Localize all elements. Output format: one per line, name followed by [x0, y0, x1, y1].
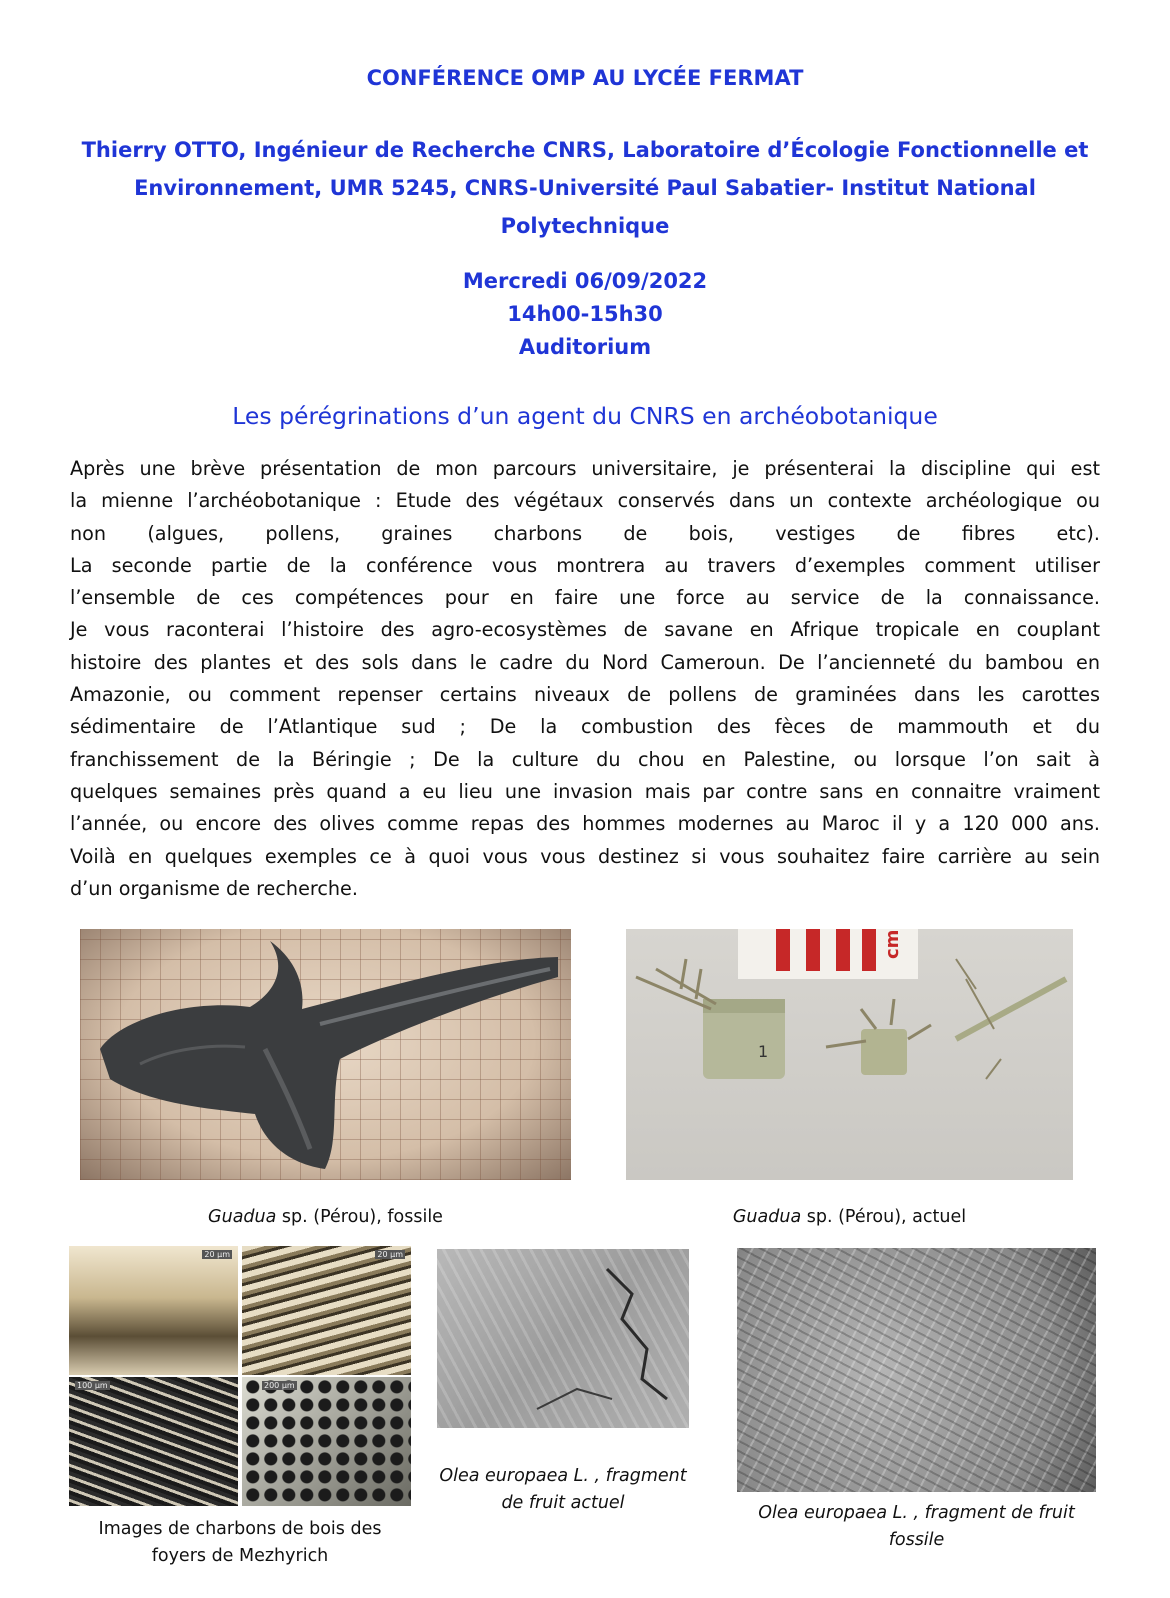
modern-bamboo-drawing	[626, 929, 1073, 1180]
event-date: Mercredi 06/09/2022	[462, 269, 708, 293]
speaker-info	[70, 131, 1100, 245]
abstract-line: non (algues, pollens, graines charbons de bois, vestiges de fibres etc).	[70, 521, 1100, 545]
abstract-line: franchissement de la Béringie ; De la culture du chou en Palestine, ou lorsque l’on sait à	[70, 747, 1100, 771]
caption-olea-fossil	[722, 1500, 1111, 1554]
micrograph-1	[69, 1246, 238, 1375]
abstract-line: la mienne l’archéobotanique : Etude des végétaux conservés dans un contexte archéologique ou	[70, 489, 1100, 513]
caption-line: foyers de Mezhyrich	[151, 1546, 329, 1566]
talk-title: Les pérégrinations d’un agent du CNRS en archéobotanique	[232, 402, 938, 430]
tube-mark: 1	[758, 1042, 769, 1061]
abstract-line: l’ensemble de ces compétences pour en faire une force au service de la connaissance.	[70, 586, 1100, 610]
olea-modern-cracks	[437, 1249, 689, 1428]
scale-label: 20 µm	[204, 1250, 230, 1259]
caption-line: Images de charbons de bois des	[98, 1519, 382, 1539]
caption-genus: Guadua	[208, 1207, 277, 1227]
micrograph-3	[69, 1377, 238, 1506]
abstract-paragraph	[70, 453, 1100, 905]
speaker-line: Polytechnique	[500, 214, 670, 238]
ruler-label: cm	[882, 929, 903, 959]
charcoal-micrographs	[69, 1246, 411, 1506]
scale-label: 20 µm	[377, 1250, 403, 1259]
abstract-line: Après une brève présentation de mon parcours universitaire, je présenterai la discipline qui est	[70, 457, 1100, 480]
speaker-line: Environnement, UMR 5245, CNRS-Université Paul Sabatier- Institut National	[134, 176, 1036, 200]
event-place: Auditorium	[518, 335, 652, 359]
caption-line: Olea europaea L. , fragment	[439, 1466, 687, 1486]
olea-modern-sem	[437, 1249, 689, 1428]
schedule-block	[0, 265, 1170, 364]
scale-label: 100 µm	[77, 1381, 108, 1390]
caption-charcoal	[69, 1516, 411, 1570]
caption-fossil	[80, 1204, 571, 1231]
micrograph-2	[242, 1246, 411, 1375]
fossil-bamboo-photo	[80, 929, 571, 1180]
scale-label: 200 µm	[264, 1381, 295, 1390]
caption-line: fossile	[888, 1530, 945, 1550]
abstract-line: histoire des plantes et des sols dans le cadre du Nord Cameroun. De l’ancienneté du bambou en	[70, 650, 1100, 674]
olea-fossil-sem	[737, 1248, 1096, 1492]
conference-title: CONFÉRENCE OMP AU LYCÉE FERMAT	[366, 66, 804, 90]
caption-text: sp. (Pérou), actuel	[801, 1207, 967, 1227]
abstract-line: quelques semaines près quand a eu lieu une invasion mais par contre sans en connaitre vraiment	[70, 779, 1100, 803]
event-time: 14h00-15h30	[507, 302, 663, 326]
modern-bamboo-photo	[626, 929, 1073, 1180]
caption-modern	[626, 1204, 1073, 1231]
abstract-line: Amazonie, ou comment repenser certains niveaux de pollens de graminées dans les carottes	[70, 683, 1100, 707]
abstract-line: La seconde partie de la conférence vous montrera au travers d’exemples comment utiliser	[70, 553, 1100, 577]
micrograph-4	[242, 1377, 411, 1506]
caption-line: de fruit actuel	[501, 1493, 625, 1513]
speaker-line: Thierry OTTO, Ingénieur de Recherche CNRS, Laboratoire d’Écologie Fonctionnelle et	[81, 138, 1089, 162]
caption-olea-modern	[437, 1463, 689, 1517]
abstract-line: Voilà en quelques exemples ce à quoi vous vous destinez si vous souhaitez faire carrière au sein	[70, 844, 1100, 868]
abstract-line: sédimentaire de l’Atlantique sud ; De la combustion des fèces de mammouth et du	[70, 715, 1100, 739]
abstract-line: Je vous raconterai l’histoire des agro-ecosystèmes de savane en Afrique tropicale en couplant	[70, 618, 1100, 642]
caption-genus: Guadua	[732, 1207, 802, 1227]
caption-line: Olea europaea L. , fragment de fruit	[758, 1503, 1075, 1523]
fossil-bamboo-drawing	[80, 929, 571, 1180]
abstract-line: l’année, ou encore des olives comme repas des hommes modernes au Maroc il y a 120 000 ans.	[70, 812, 1100, 836]
caption-text: sp. (Pérou), fossile	[276, 1207, 443, 1227]
abstract-line: d’un organisme de recherche.	[70, 876, 358, 900]
